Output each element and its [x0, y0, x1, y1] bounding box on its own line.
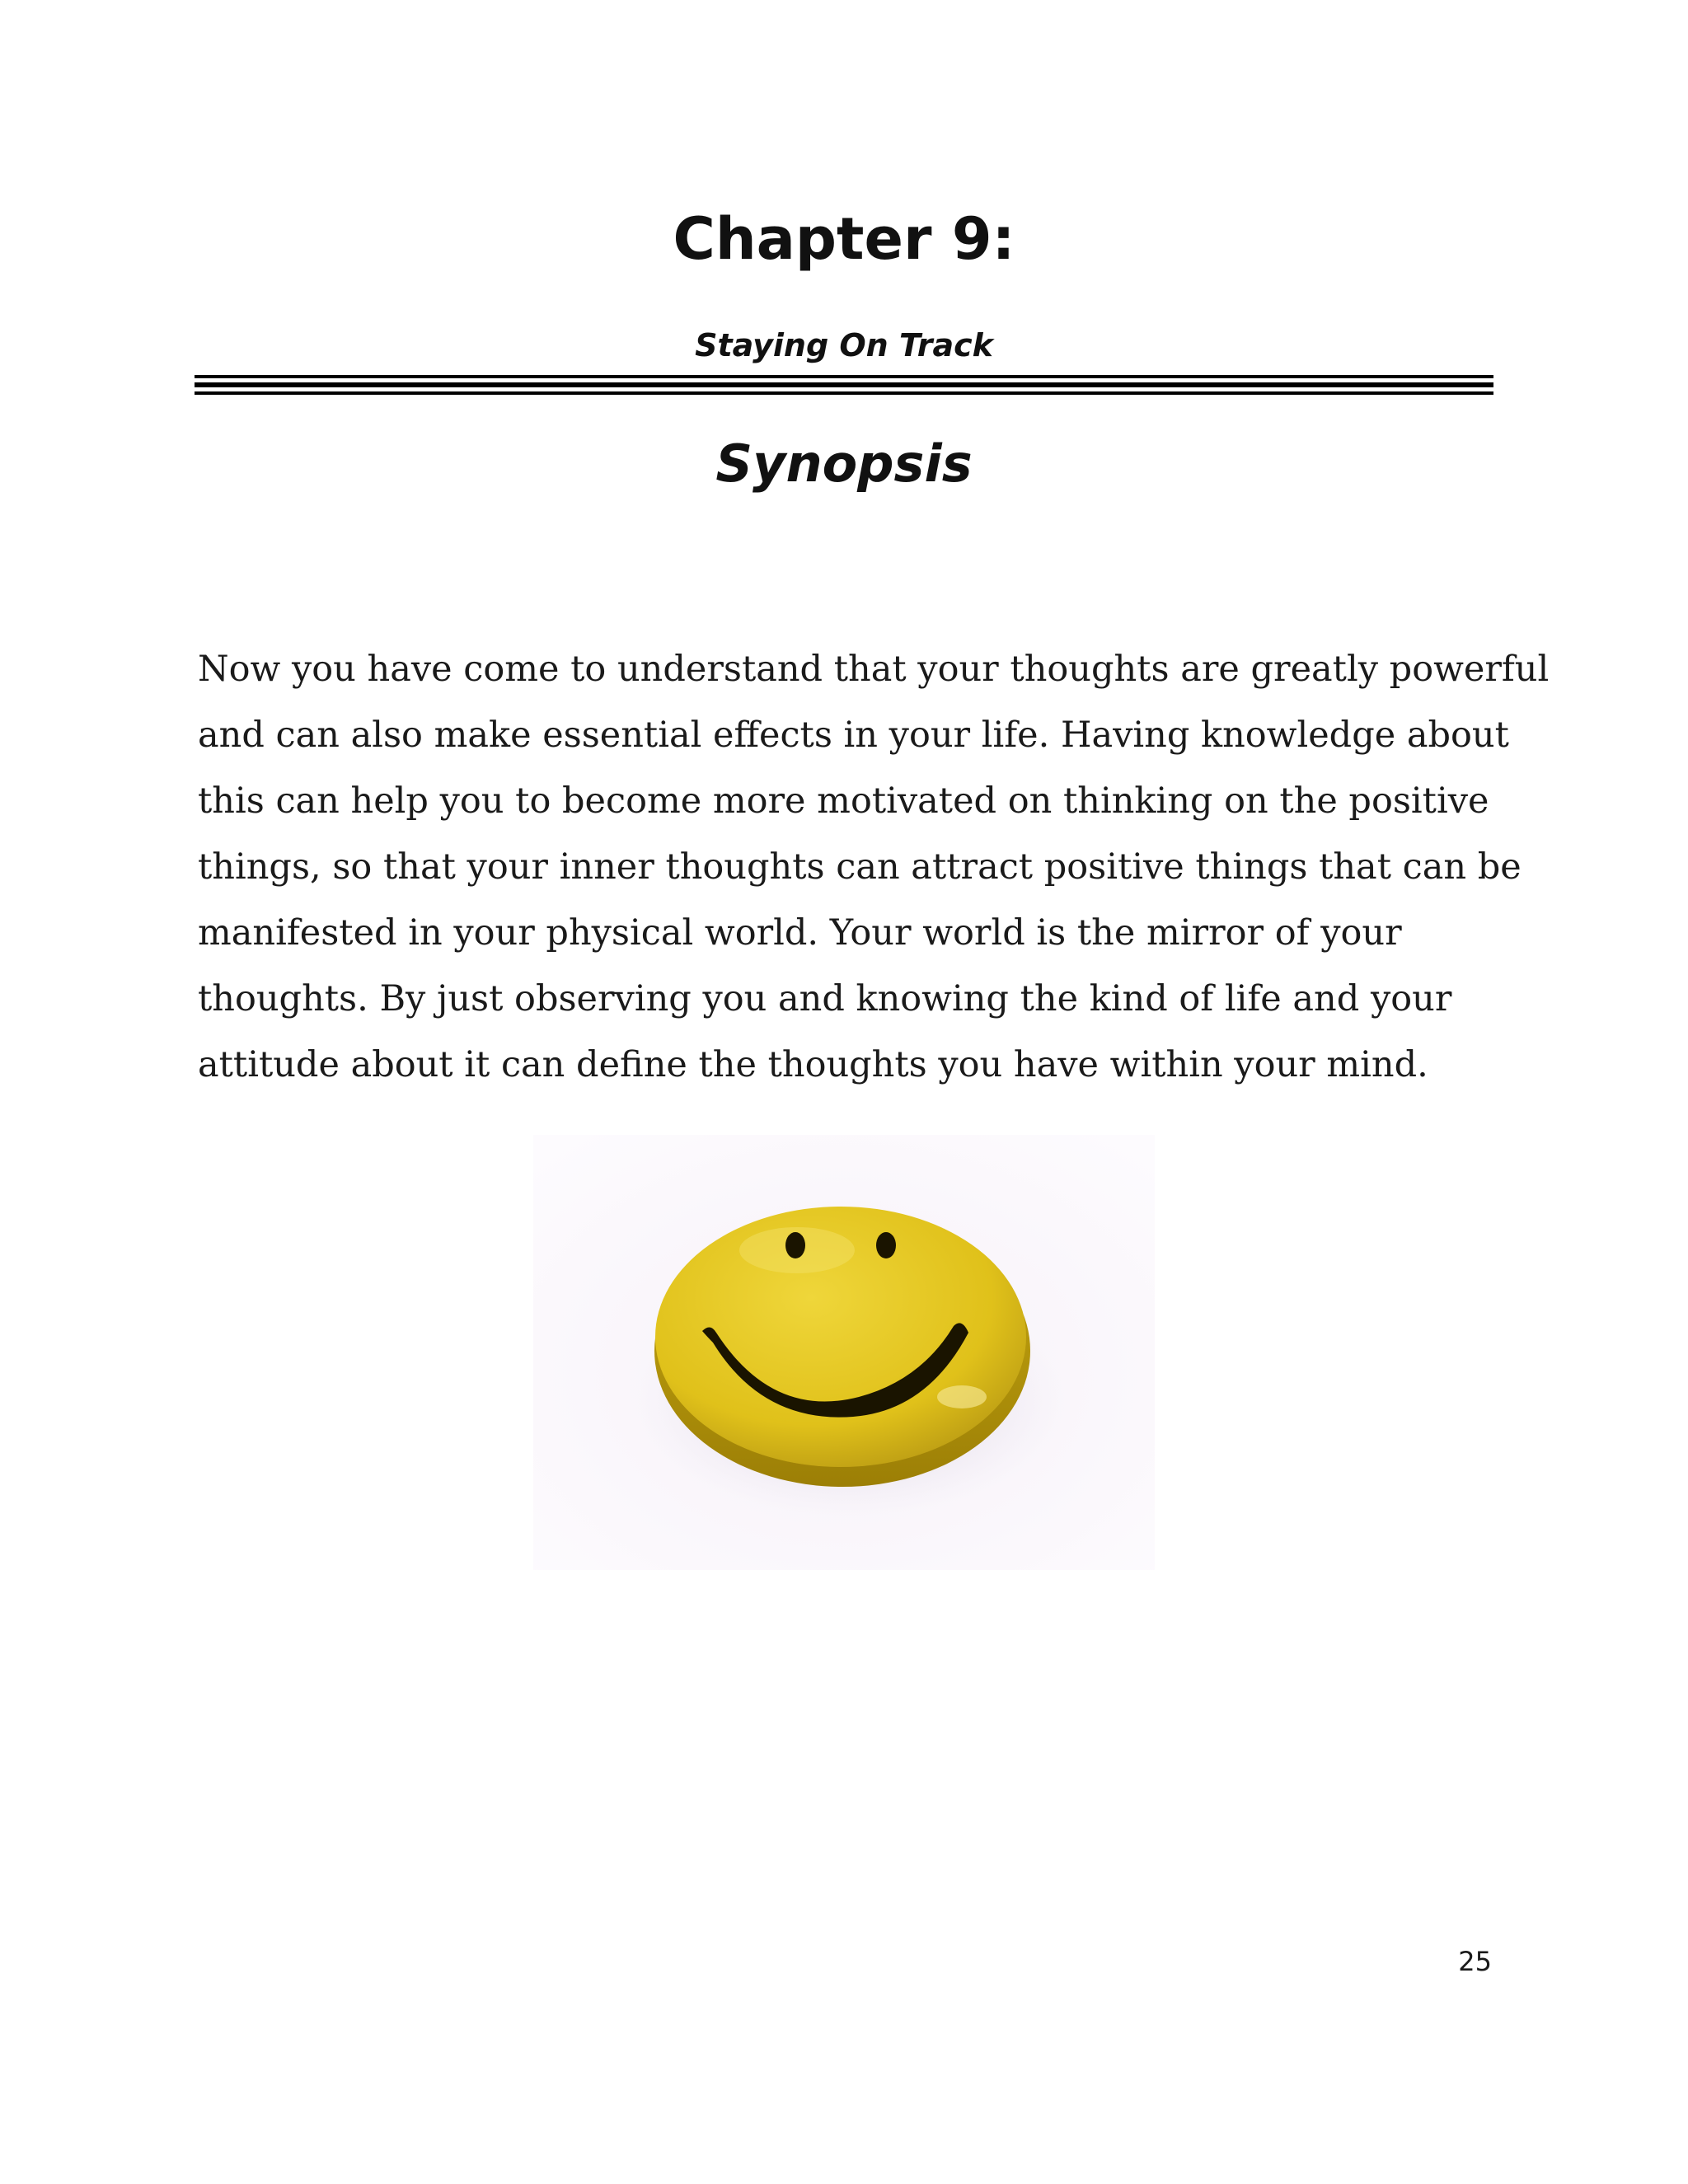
section-heading: Synopsis	[715, 434, 973, 494]
body-paragraph	[198, 636, 1550, 1098]
smiley-face-badge-icon	[533, 1135, 1155, 1570]
body-line: things, so that your inner thoughts can attract positive things that can be	[198, 846, 1522, 888]
body-line: thoughts. By just observing you and knowing the kind of life and your	[198, 978, 1452, 1019]
divider-line-bottom	[195, 391, 1493, 395]
divider-line-top	[195, 375, 1493, 378]
chapter-title: Chapter 9:	[673, 205, 1015, 273]
chapter-subtitle: Staying On Track	[695, 327, 993, 363]
body-line: and can also make essential effects in your life. Having knowledge about	[198, 715, 1509, 756]
body-line: manifested in your physical world. Your world is the mirror of your	[198, 912, 1402, 954]
smiley-face-image	[533, 1135, 1155, 1570]
divider-line-middle	[195, 382, 1493, 387]
body-line: attitude about it can define the thoughts you have within your mind.	[198, 1044, 1428, 1085]
body-line: this can help you to become more motivated on thinking on the positive	[198, 780, 1489, 822]
page-number: 25	[1458, 1946, 1492, 1977]
body-line: Now you have come to understand that your thoughts are greatly powerful	[198, 649, 1550, 690]
